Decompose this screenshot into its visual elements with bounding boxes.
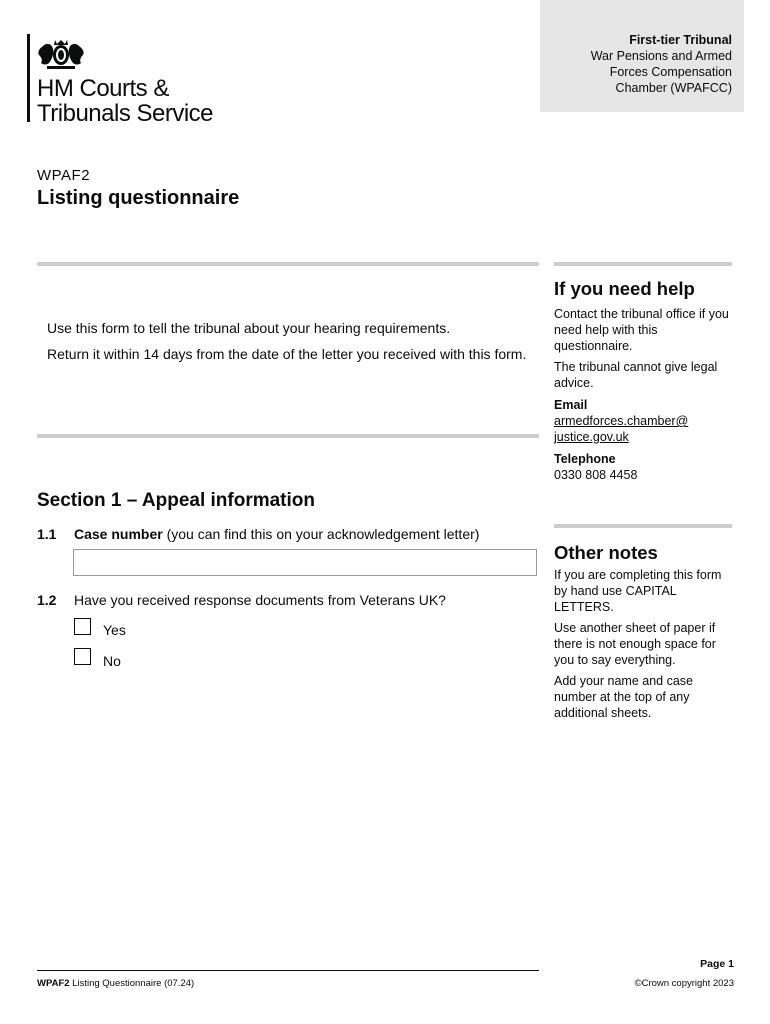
case-number-field[interactable] — [73, 549, 537, 576]
footer-form-code — [37, 978, 194, 989]
notes-para-3: Add your name and case number at the top of any additional sheets. — [554, 674, 693, 720]
page-number: Page 1 — [700, 958, 734, 970]
page-title: Listing questionnaire — [37, 187, 240, 209]
copyright: ©Crown copyright 2023 — [634, 978, 734, 989]
intro-bottom-rule — [37, 434, 539, 438]
section-1-title: Section 1 – Appeal information — [37, 490, 316, 511]
chamber-line-1: War Pensions and Armed — [590, 49, 732, 63]
tribunal-name: First-tier Tribunal — [629, 33, 732, 47]
email-label: Email — [554, 398, 588, 412]
chamber-line-2: Forces Compensation — [609, 65, 732, 79]
logo-line-1: HM Courts & — [37, 75, 169, 102]
footer-code-rest: Listing Questionnaire (07.24) — [69, 978, 195, 989]
no-checkbox[interactable] — [74, 648, 91, 665]
telephone-label: Telephone — [554, 452, 616, 466]
intro-para-1: Use this form to tell the tribunal about your hearing requirements. — [47, 320, 451, 336]
notes-para-1: If you are completing this form by hand use CAPITAL LETTERS. — [554, 568, 722, 614]
help-rule — [554, 262, 732, 266]
notes-para-2: Use another sheet of paper if there is not enough space for you to say everything. — [554, 621, 716, 667]
footer-code-bold: WPAF2 — [37, 978, 70, 989]
yes-checkbox[interactable] — [74, 618, 91, 635]
form-code: WPAF2 — [37, 167, 91, 184]
email-link[interactable] — [554, 414, 688, 444]
notes-heading: Other notes — [554, 542, 658, 563]
yes-label: Yes — [103, 622, 126, 638]
notes-rule — [554, 524, 732, 528]
telephone-number: 0330 808 4458 — [554, 468, 638, 482]
help-para-2: The tribunal cannot give legal advice. — [554, 360, 718, 390]
case-number-hint: (you can find this on your acknowledgement letter) — [162, 526, 480, 542]
intro-para-2: Return it within 14 days from the date of the letter you received with this form. — [47, 346, 527, 362]
intro-text — [47, 320, 527, 372]
intro-top-rule — [37, 262, 539, 266]
email-line-2[interactable]: justice.gov.uk — [554, 430, 629, 444]
footer-rule — [37, 970, 539, 971]
no-label: No — [103, 653, 121, 669]
question-1-1-label — [74, 526, 554, 543]
help-para-1: Contact the tribunal office if you need help with this questionnaire. — [554, 307, 729, 353]
question-1-2 — [37, 592, 537, 612]
help-heading: If you need help — [554, 278, 695, 299]
notes-panel — [554, 542, 736, 726]
question-1-2-number: 1.2 — [37, 592, 57, 608]
logo-line-2: Tribunals Service — [37, 100, 214, 127]
logo-bar — [27, 34, 30, 122]
help-panel — [554, 278, 736, 483]
chamber-line-3: Chamber (WPAFCC) — [615, 81, 732, 95]
tribunal-box — [540, 0, 744, 112]
case-number-label: Case number — [74, 526, 163, 542]
email-line-1[interactable]: armedforces.chamber@ — [554, 414, 689, 428]
question-1-2-label: Have you received response documents from Veterans UK? — [74, 592, 446, 608]
question-1-1-number: 1.1 — [37, 526, 57, 542]
royal-crest-icon — [37, 36, 85, 70]
question-1-1 — [37, 526, 537, 546]
